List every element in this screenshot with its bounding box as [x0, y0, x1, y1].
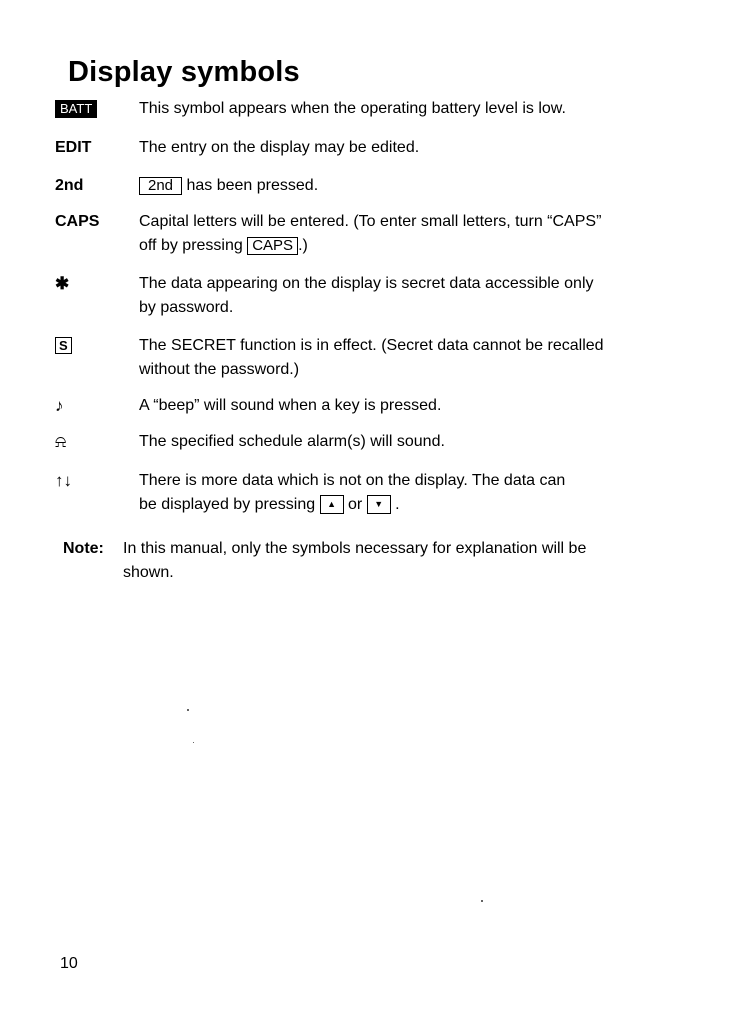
symbol-label: CAPS: [55, 213, 100, 230]
symbol-description: The specified schedule alarm(s) will sound.: [139, 433, 445, 450]
symbol-description: 2nd has been pressed.: [139, 174, 639, 198]
key-down-arrow: ▼: [367, 495, 391, 514]
batt-icon: BATT: [55, 97, 97, 121]
key-up-arrow: ▲: [320, 495, 344, 514]
symbol-description: A “beep” will sound when a key is pressed.: [139, 397, 442, 414]
page-number: 10: [60, 955, 78, 972]
symbol-description: The SECRET function is in effect. (Secret data cannot be recalled without the password.): [139, 337, 604, 378]
beep-note-icon: ♪: [55, 396, 64, 415]
symbol-description: This symbol appears when the operating battery level is low.: [139, 100, 566, 117]
symbol-label: 2nd: [55, 177, 84, 194]
symbol-description: Capital letters will be entered. (To enter small letters, turn “CAPS” off by pressing CAPS .): [139, 213, 602, 254]
scan-speck: [481, 900, 483, 902]
scroll-arrows-icon: ↑↓: [55, 471, 72, 490]
symbol-label: EDIT: [55, 139, 92, 156]
symbol-description: The entry on the display may be edited.: [139, 139, 420, 156]
page-title: Display symbols: [68, 56, 300, 88]
symbol-description: The data appearing on the display is secret data accessible only by password.: [139, 275, 594, 316]
asterisk-icon: ✱: [55, 274, 70, 293]
key-2nd: 2nd: [139, 177, 182, 195]
note-label: Note:: [63, 540, 104, 557]
symbol-description: There is more data which is not on the display. The data can be displayed by pressing ▲ or ▼ .: [139, 472, 566, 513]
key-caps: CAPS: [247, 237, 298, 255]
scan-speck: [193, 742, 194, 743]
secret-box-icon: S: [55, 334, 72, 358]
scan-speck: [187, 709, 189, 711]
alarm-bell-icon: ⍾: [55, 432, 67, 451]
note-text: In this manual, only the symbols necessary for explanation will be shown.: [123, 540, 587, 581]
